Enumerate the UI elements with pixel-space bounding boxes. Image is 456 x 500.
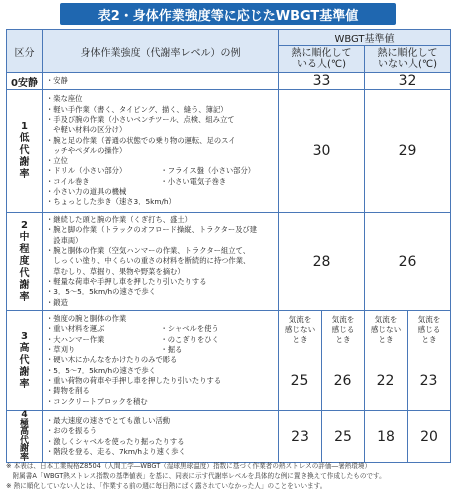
footnote: ※ 本表は、日本工業規格Z8504（人間工学―WBGT（湿球黒球温度）指数に基づく作業者の熱ストレスの評価―暑熱環境） <box>6 462 372 470</box>
examples-cell: ・最大速度の速さでとても激しい活動 ・おのを振るう ・激しくシャベルを使ったり掘ったりする ・階段を登る、走る、7km/hより速く歩く <box>43 411 279 463</box>
value-cell: 23 <box>419 373 438 389</box>
value-non-acclimated: 26 <box>365 213 451 311</box>
value-acclimated: 33 <box>279 73 365 90</box>
examples-cell: ・安静 <box>43 73 279 90</box>
row-class-0 <box>7 73 451 90</box>
value-cell: 23 <box>279 411 322 463</box>
header-acclimated: 熱に順化して いる人(℃) <box>279 46 365 73</box>
class-label: 1 低 代 謝 率 <box>7 90 43 213</box>
table-title: 表2・身体作業強度等に応じたWBGT基準値 <box>60 3 396 25</box>
airflow-label: 気流を 感じる とき <box>322 311 365 411</box>
airflow-label: 気流を 感じない とき <box>365 311 408 411</box>
value-cell: 20 <box>408 411 451 463</box>
header-non-acclimated: 熱に順化して いない人(℃) <box>365 46 451 73</box>
header-wbgt: WBGT基準値 <box>279 30 451 46</box>
row-class-2 <box>7 213 451 311</box>
value-acclimated: 28 <box>279 213 365 311</box>
examples-cell: ・強度の腕と胴体の作業 ・重い材料を運ぶ ・シャベルを使う ・大ハンマー作業 ・のこぎりをひく ・草刈り ・掘る ・硬い木にかんなをかけたりのみで彫る ・5．5～7．5km/hの速さで歩く ・重い荷物の荷車や手押し車を押したり引いたりする ・鋳物を削る ・コンクリートブロックを積む <box>43 311 279 411</box>
value-cell: 26 <box>333 373 352 389</box>
value-cell: 22 <box>376 373 395 389</box>
value-non-acclimated: 32 <box>365 73 451 90</box>
examples-cell: ・継続した頭と腕の作業（くぎ打ち、盛土） ・腕と脚の作業（トラックのオフロード操縦、トラクター及び建 設車両） ・腕と胴体の作業（空気ハンマーの作業、トラクター組立て、 しっくい塗り、中くらいの重さの材料を断続的に持つ作業、 草むしり、草掘り、果物や野菜を摘む） ・軽量な荷車や手押し車を押したり引いたりする ・3．5～5．5km/hの速さで歩く ・鍛造 <box>43 213 279 311</box>
value-non-acclimated: 29 <box>365 90 451 213</box>
class-label: 0安静 <box>7 73 43 90</box>
value-cell: 18 <box>365 411 408 463</box>
wbgt-table <box>6 29 450 463</box>
footnote: ※ 熱に順化していない人とは、「作業する前の週に毎日熱にばく露されていなかった人」のことをいいます。 <box>6 482 327 490</box>
class-label: 3 高 代 謝 率 <box>7 311 43 411</box>
value-acclimated: 30 <box>279 90 365 213</box>
header-kubun: 区分 <box>7 30 43 73</box>
header-example: 身体作業強度（代謝率レベル）の例 <box>43 30 279 73</box>
value-cell: 25 <box>290 373 309 389</box>
airflow-label: 気流を 感じない とき <box>279 311 322 411</box>
examples-cell: ・楽な座位 ・軽い手作業（書く、タイピング、描く、縫う、簿記） ・手及び腕の作業（小さいベンチツール、点検、組み立て や軽い材料の区分け） ・腕と足の作業（普通の状態での乗り物の運転、足のスイ ッチやペダルの操作） ・立位 ・ドリル（小さい部分） ・フライス盤（小さい部分） ・コイル巻き ・小さい電気子巻き ・小さい力の道具の機械 ・ちょっとした歩き（速さ3．5km/h） <box>43 90 279 213</box>
row-class-3 <box>7 311 451 411</box>
value-cell: 25 <box>322 411 365 463</box>
row-class-1 <box>7 90 451 213</box>
class-label: 4 極 高 代 謝 率 <box>7 411 43 463</box>
footnotes <box>6 461 452 491</box>
footnote: 附属書A「WBGT熱ストレス指数の基準値表」を基に、同表に示す代謝率レベルを具体的な例に置き換えて作成したものです。 <box>6 472 386 480</box>
airflow-label: 気流を 感じる とき <box>408 311 451 411</box>
row-class-4 <box>7 411 451 463</box>
class-label: 2 中 程 度 代 謝 率 <box>7 213 43 311</box>
row-class-3-values-overlay <box>278 373 450 393</box>
